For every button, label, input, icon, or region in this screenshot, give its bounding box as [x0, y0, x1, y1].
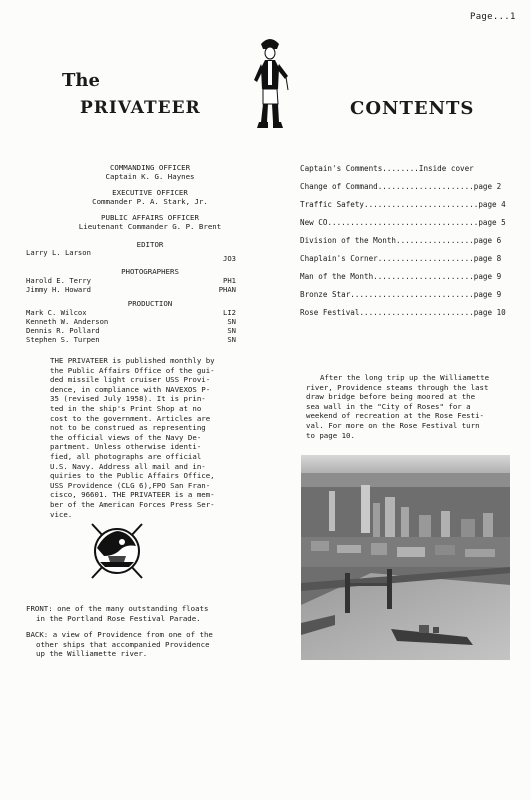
toc-page: Inside cover [418, 164, 474, 173]
toc-leader: ........................... [350, 290, 474, 299]
production-row [26, 336, 236, 345]
toc-entry [300, 272, 512, 281]
blurb-line: ted in the ship's Print Shop at no [50, 403, 202, 413]
blurb-line: U.S. Navy. Address all mail and in- [50, 461, 206, 471]
editor-row [26, 249, 236, 258]
toc-page: page 6 [473, 236, 502, 245]
production-heading: PRODUCTION [127, 299, 173, 308]
toc-entry [300, 200, 512, 209]
masthead-title: PRIVATEER [80, 98, 201, 118]
blurb-line: 35 (revised July 1958). It is prin- [50, 394, 206, 404]
blurb-line: THE PRIVATEER is published monthly by [50, 356, 215, 365]
back-note-line: up the Williamette river. [36, 649, 148, 659]
toc-leader: ......................... [359, 308, 474, 317]
toc-entry [300, 218, 512, 227]
toc-entry [300, 236, 512, 245]
blurb-line: ber of the American Forces Press Ser- [50, 499, 215, 509]
executive-officer-title: EXECUTIVE OFFICER [112, 188, 188, 197]
blurb-line: the Public Affairs Office of the gui- [50, 365, 215, 375]
toc-title: New CO [300, 218, 328, 227]
toc-page: page 9 [473, 272, 502, 281]
toc-title: Bronze Star [300, 290, 351, 299]
production-rate: SN [227, 326, 236, 335]
photo-caption [306, 373, 516, 440]
toc-leader: ......................... [364, 200, 479, 209]
public-affairs-officer-title: PUBLIC AFFAIRS OFFICER [101, 213, 199, 222]
ship-emblem-icon [84, 518, 150, 584]
blurb-line: ded missile light cruiser USS Provi- [50, 375, 211, 385]
toc-leader: ...................... [373, 272, 474, 281]
masthead-the: The [62, 70, 100, 91]
toc-page: page 5 [478, 218, 506, 227]
back-note-line: other ships that accompanied Providence [36, 639, 210, 649]
toc-entry [300, 254, 512, 263]
front-note-line: FRONT: one of the many outstanding floats [26, 604, 209, 613]
toc-title: Change of Command [300, 182, 378, 191]
toc-entry [300, 308, 512, 317]
production-rate: SN [227, 335, 236, 344]
public-affairs-officer-block [30, 213, 270, 231]
commanding-officer-title: COMMANDING OFFICER [109, 163, 191, 172]
editor-name: Larry L. Larson [26, 248, 91, 257]
production-name: Mark C. Wilcox [26, 308, 87, 317]
photographer-name: Harold E. Terry [26, 276, 91, 285]
blurb-line: USS Providence (CLG 6),FPO San Fran- [50, 480, 211, 490]
toc-leader: ..................... [377, 182, 474, 191]
page-number: Page...1 [470, 12, 516, 22]
toc-leader: ..................... [377, 254, 474, 263]
caption-line: weekend of recreation at the Rose Festi- [306, 411, 484, 421]
toc-title: Rose Festival [300, 308, 360, 317]
photographers-heading: PHOTOGRAPHERS [121, 267, 179, 276]
production-name: Kenneth W. Anderson [26, 317, 109, 326]
city-photo-image [301, 455, 510, 660]
toc-entry [300, 290, 512, 299]
toc-page: page 4 [478, 200, 506, 209]
caption-line: to page 10. [306, 430, 355, 440]
commanding-officer-block [30, 163, 270, 181]
blurb-line: vice. [50, 509, 73, 519]
production-name: Dennis R. Pollard [26, 326, 100, 335]
toc-leader: ................................. [327, 218, 479, 227]
blurb-line: cisco, 96601. THE PRIVATEER is a mem- [50, 490, 215, 500]
production-name: Stephen S. Turpen [26, 335, 100, 344]
toc-entry [300, 182, 512, 191]
blurb-line: the official views of the Navy De- [50, 432, 202, 442]
blurb-line: dence, in compliance with NAVEXOS P- [50, 384, 211, 394]
blurb-line: partment. Unless otherwise identi- [50, 442, 202, 452]
photographer-name: Jimmy H. Howard [26, 285, 91, 294]
toc-title: Traffic Safety [300, 200, 365, 209]
back-note-line: BACK: a view of Providence from one of the [26, 630, 213, 639]
blurb-line: cost to the government. Articles are [50, 413, 211, 423]
editor-rate: JO3 [223, 254, 236, 263]
executive-officer-name: Commander P. A. Stark, Jr. [92, 197, 208, 206]
toc-entry [300, 164, 512, 173]
commanding-officer-name: Captain K. G. Haynes [105, 172, 195, 181]
toc-leader: ................. [396, 236, 474, 245]
executive-officer-block [30, 188, 270, 206]
front-note-line: in the Portland Rose Festival Parade. [36, 613, 201, 623]
aerial-city-photo [301, 455, 510, 660]
caption-line: After the long trip up the Williamette [320, 373, 490, 382]
toc-title: Division of the Month [300, 236, 397, 245]
toc-page: page 10 [473, 308, 506, 317]
toc-page: page 2 [473, 182, 502, 191]
front-cover-note [26, 604, 246, 623]
back-cover-note [26, 630, 246, 659]
photographer-rate: PH1 [223, 276, 236, 285]
caption-line: river, Providence steams through the last [306, 382, 489, 392]
publication-blurb [50, 356, 240, 519]
blurb-line: quiries to the Public Affairs Office, [50, 471, 215, 481]
photographer-rate: PHAN [218, 285, 236, 294]
caption-line: draw bridge before being moored at the [306, 392, 476, 402]
toc-leader: ........ [382, 164, 419, 173]
public-affairs-officer-name: Lieutenant Commander G. P. Brent [78, 222, 222, 231]
caption-line: sea wall in the "City of Roses" for a [306, 401, 471, 411]
production-rate: SN [227, 317, 236, 326]
editor-heading: EDITOR [136, 240, 164, 249]
photographer-row [26, 286, 236, 295]
production-rate: LI2 [223, 308, 236, 317]
toc-title: Captain's Comments [300, 164, 383, 173]
toc-page: page 8 [473, 254, 502, 263]
contents-heading: CONTENTS [350, 98, 475, 119]
blurb-line: not to be construed as representing [50, 423, 206, 433]
toc-title: Man of the Month [300, 272, 374, 281]
toc-page: page 9 [473, 290, 502, 299]
caption-line: val. For more on the Rose Festival turn [306, 420, 480, 430]
toc-title: Chaplain's Corner [300, 254, 378, 263]
blurb-line: fied, all photographs are official [50, 451, 202, 461]
privateer-figure-icon [248, 34, 292, 134]
